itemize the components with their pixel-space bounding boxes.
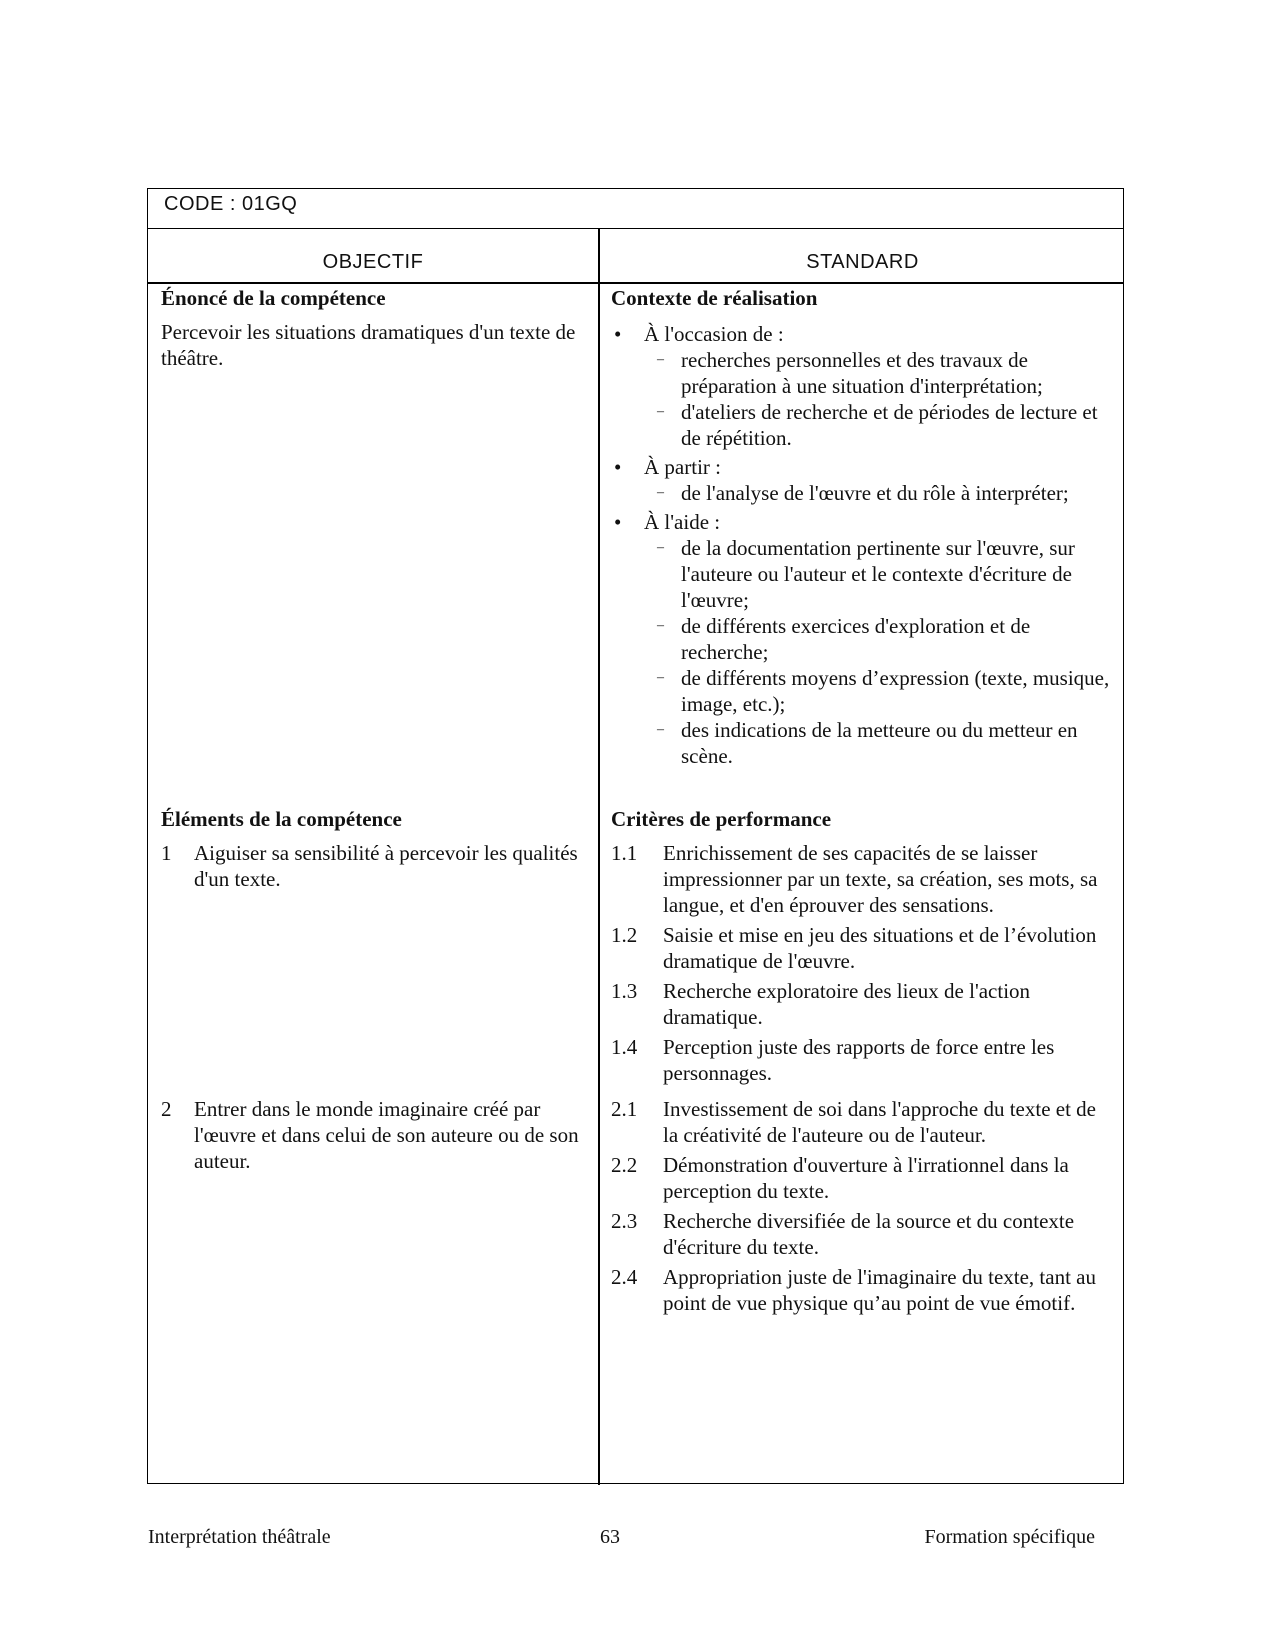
critere-text: Enrichissement de ses capacités de se laisser impressionner par un texte, sa création, ses mots, sa langue, et d'en éprouver des sensations. [663, 841, 1098, 917]
critere-text: Perception juste des rapports de force entre les personnages. [663, 1035, 1055, 1085]
element-item [161, 1096, 581, 1174]
bullet-label: À l'aide : [644, 510, 721, 534]
elements-section [161, 806, 581, 892]
criteres-section [611, 806, 1111, 1090]
contexte-section [611, 285, 1111, 769]
critere-item [611, 840, 1111, 918]
subitem-text: de l'analyse de l'œuvre et du rôle à interpréter; [681, 481, 1069, 505]
critere-number: 2.3 [611, 1209, 638, 1233]
critere-text: Recherche diversifiée de la source et du contexte d'écriture du texte. [663, 1209, 1075, 1259]
enonce-heading: Énoncé de la compétence [161, 286, 386, 310]
critere-text: Démonstration d'ouverture à l'irrationnel dans la perception du texte. [663, 1153, 1069, 1203]
contexte-subitem [611, 717, 1111, 769]
competency-table [147, 188, 1124, 1484]
critere-item [611, 1096, 1111, 1148]
subitem-text: recherches personnelles et des travaux de préparation à une situation d'interprétation; [681, 348, 1043, 398]
critere-text: Saisie et mise en jeu des situations et de l’évolution dramatique de l'œuvre. [663, 923, 1097, 973]
objectif-header: OBJECTIF [322, 251, 424, 273]
bullet-label: À partir : [644, 455, 721, 479]
contexte-bullet [611, 454, 1111, 480]
contexte-subitem [611, 480, 1111, 506]
critere-number: 2.4 [611, 1265, 638, 1289]
critere-item [611, 1152, 1111, 1204]
critere-text: Recherche exploratoire des lieux de l'action dramatique. [663, 979, 1031, 1029]
column-divider [598, 229, 600, 1485]
bullet-label: À l'occasion de : [644, 322, 784, 346]
element-number: 1 [161, 841, 172, 865]
standard-header: STANDARD [806, 251, 919, 273]
element-text: Aiguiser sa sensibilité à percevoir les qualités d'un texte. [194, 841, 578, 891]
elements-section-2 [161, 1096, 581, 1174]
dash-icon: – [657, 485, 664, 500]
page-number: 63 [600, 1526, 620, 1548]
contexte-bullet [611, 321, 1111, 347]
critere-item [611, 978, 1111, 1030]
criteres-section-2 [611, 1096, 1111, 1320]
bullet-icon: • [614, 322, 622, 346]
element-text: Entrer dans le monde imaginaire créé par l'œuvre et dans celui de son auteure ou de son auteur. [194, 1097, 579, 1173]
element-number: 2 [161, 1097, 172, 1121]
subitem-text: de la documentation pertinente sur l'œuvre, sur l'auteure ou l'auteur et le contexte d'écriture de l'œuvre; [681, 536, 1075, 612]
critere-text: Investissement de soi dans l'approche du texte et de la créativité de l'auteure ou de l'auteur. [663, 1097, 1096, 1147]
critere-item [611, 1034, 1111, 1086]
element-item [161, 840, 581, 892]
criteres-heading: Critères de performance [611, 807, 832, 831]
elements-heading: Éléments de la compétence [161, 807, 402, 831]
enonce-text: Percevoir les situations dramatiques d'un texte de théâtre. [161, 320, 576, 370]
critere-number: 1.4 [611, 1035, 638, 1059]
header-rule [148, 282, 1123, 284]
contexte-subitem [611, 347, 1111, 399]
subitem-text: de différents moyens d’expression (texte, musique, image, etc.); [681, 666, 1110, 716]
critere-number: 1.1 [611, 841, 638, 865]
footer-left: Interprétation théâtrale [148, 1526, 331, 1548]
dash-icon: – [657, 404, 664, 419]
dash-icon: – [657, 670, 664, 685]
subitem-text: des indications de la metteure ou du metteur en scène. [681, 718, 1078, 768]
critere-item [611, 922, 1111, 974]
critere-item [611, 1208, 1111, 1260]
contexte-subitem [611, 665, 1111, 717]
critere-item [611, 1264, 1111, 1316]
bullet-icon: • [614, 510, 622, 534]
contexte-subitem [611, 399, 1111, 451]
dash-icon: – [657, 352, 664, 367]
code-row [148, 189, 1123, 229]
code-label: CODE : 01GQ [164, 193, 298, 215]
footer-right: Formation spécifique [924, 1526, 1095, 1548]
bullet-icon: • [614, 455, 622, 479]
critere-number: 1.3 [611, 979, 638, 1003]
enonce-section [161, 285, 581, 371]
contexte-heading: Contexte de réalisation [611, 286, 818, 310]
subitem-text: de différents exercices d'exploration et de recherche; [681, 614, 1031, 664]
critere-number: 2.1 [611, 1097, 638, 1121]
contexte-bullet [611, 509, 1111, 535]
dash-icon: – [657, 618, 664, 633]
dash-icon: – [657, 540, 664, 555]
critere-number: 2.2 [611, 1153, 638, 1177]
critere-text: Appropriation juste de l'imaginaire du texte, tant au point de vue physique qu’au point de vue émotif. [663, 1265, 1096, 1315]
dash-icon: – [657, 722, 664, 737]
contexte-subitem [611, 535, 1111, 613]
critere-number: 1.2 [611, 923, 638, 947]
subitem-text: d'ateliers de recherche et de périodes de lecture et de répétition. [681, 400, 1098, 450]
contexte-subitem [611, 613, 1111, 665]
